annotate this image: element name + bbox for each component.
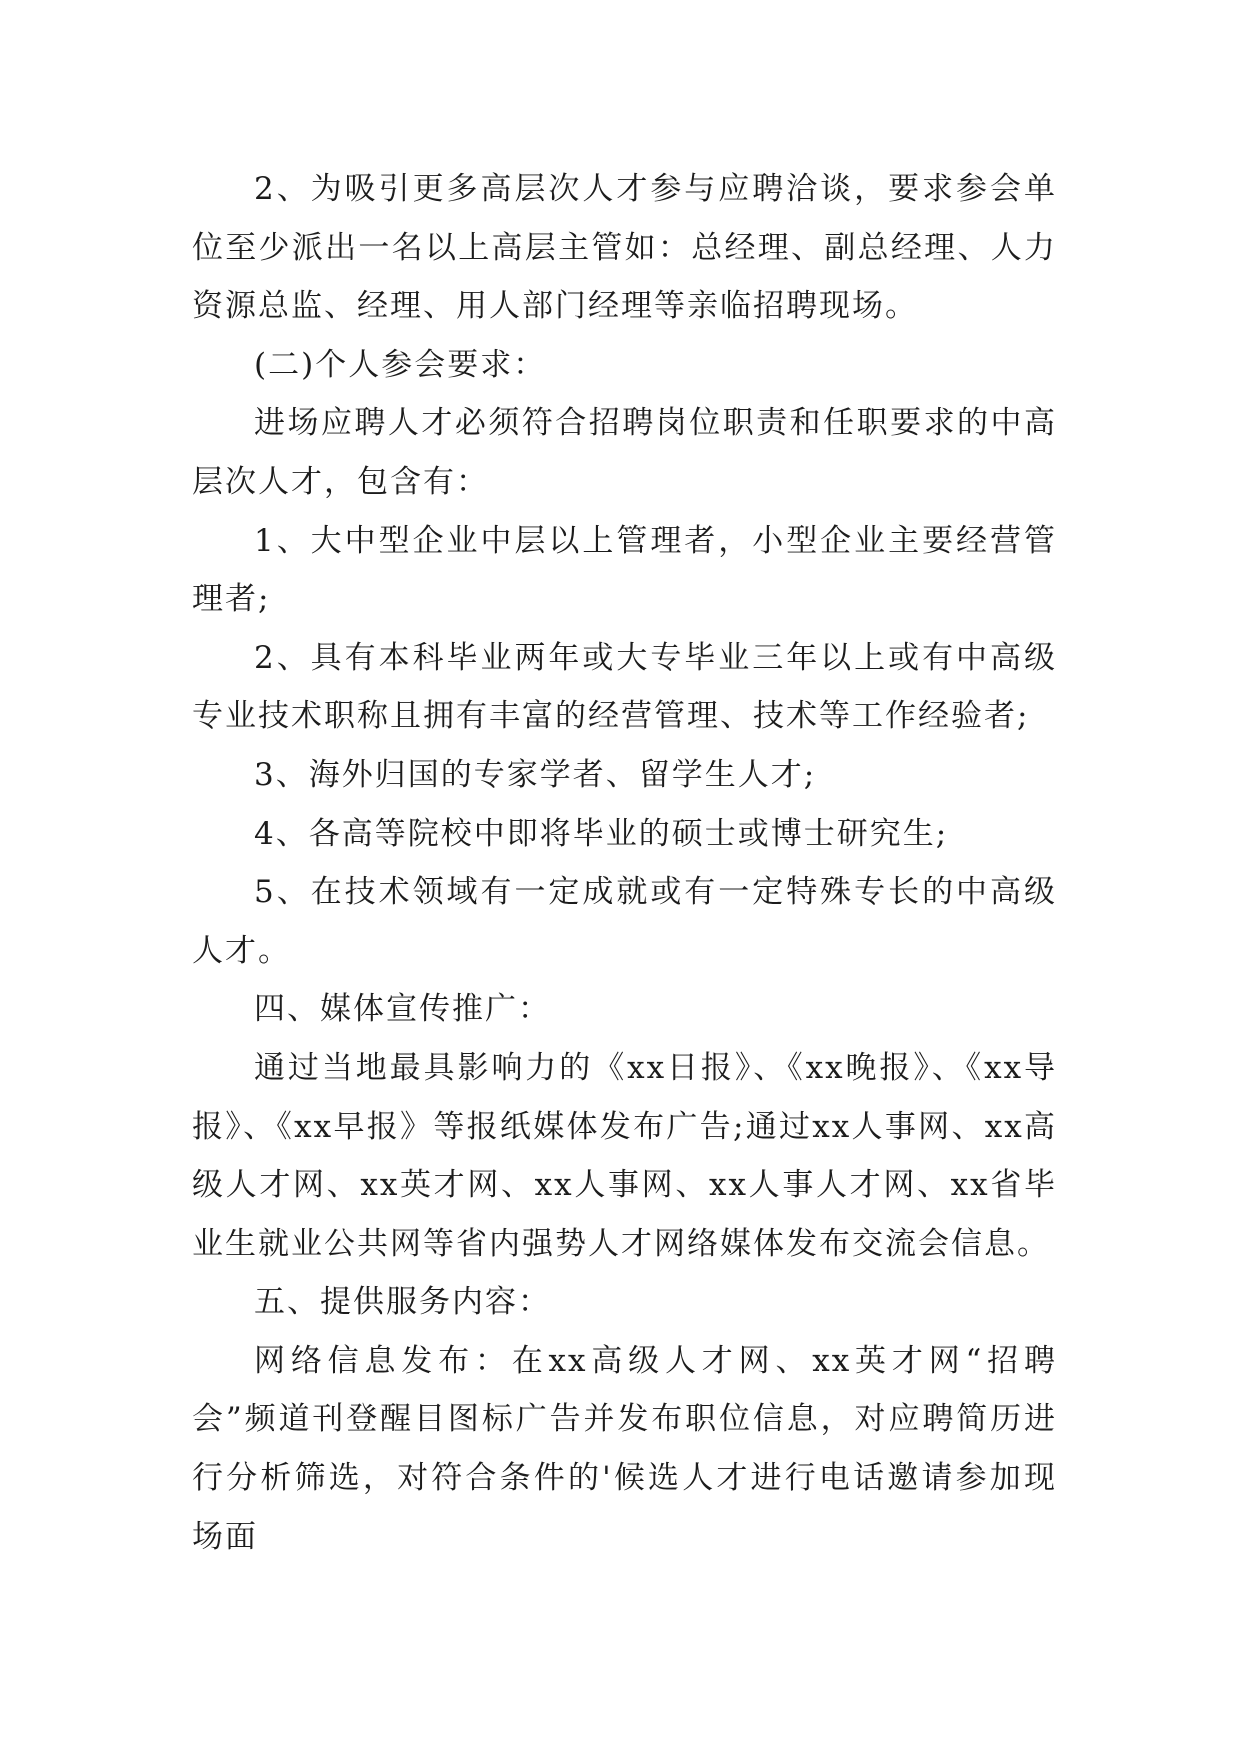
paragraph-personal-item-4: 4、各高等院校中即将毕业的硕士或博士研究生; [254,815,949,852]
paragraph-media-details: 通过当地最具影响力的《xx日报》、《xx晚报》、《xx导报》、《xx早报》等报纸媒体发布广告;通过xx人事网、xx高级人才网、xx英才网、xx人事网、xx人事人才网、xx省毕业生就业公共网等省内强势人才网络媒体发布交流会信息。 [192,1049,1057,1262]
section-heading-media: 四、媒体宣传推广： [254,991,551,1028]
paragraph-personal-item-3: 3、海外归国的专家学者、留学生人才; [254,756,817,793]
paragraph-personal-item-5: 5、在技术领域有一定成就或有一定特殊专长的中高级人才。 [192,874,1057,969]
paragraph-personal-requirements-heading: (二)个人参会要求： [254,346,547,383]
section-heading-services: 五、提供服务内容： [254,1284,551,1321]
paragraph-personal-requirements-intro: 进场应聘人才必须符合招聘岗位职责和任职要求的中高层次人才，包含有： [192,405,1057,500]
paragraph-personal-item-2: 2、具有本科毕业两年或大专毕业三年以上或有中高级专业技术职称且拥有丰富的经营管理、技术等工作经验者; [192,639,1057,735]
paragraph-services-details: 网络信息发布：在xx高级人才网、xx英才网“招聘会”频道刊登醒目图标广告并发布职位信息，对应聘简历进行分析筛选，对符合条件的'候选人才进行电话邀请参加现场面 [192,1342,1057,1555]
paragraph-personal-item-1: 1、大中型企业中层以上管理者，小型企业主要经营管理者; [192,522,1057,618]
paragraph-unit-requirement-2: 2、为吸引更多高层次人才参与应聘洽谈，要求参会单位至少派出一名以上高层主管如：总经理、副总经理、人力资源总监、经理、用人部门经理等亲临招聘现场。 [192,171,1057,325]
document-body [192,160,1057,1566]
